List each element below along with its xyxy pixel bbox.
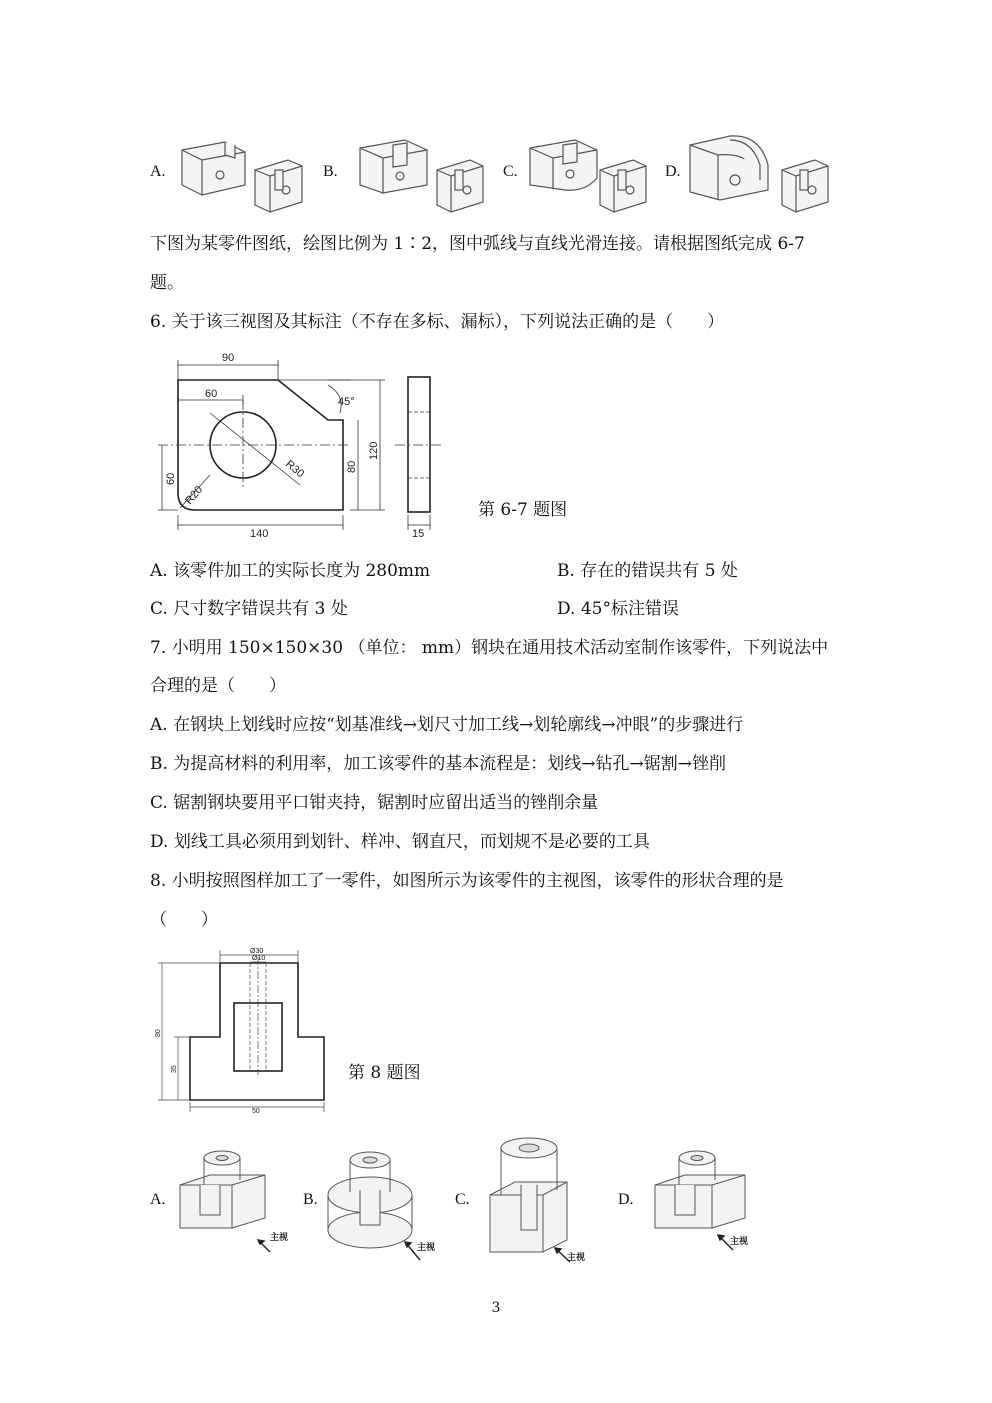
dim-60-top: 60 [205, 388, 218, 400]
q8-dim-50: 50 [252, 1108, 260, 1115]
dim-90: 90 [222, 352, 235, 364]
q7-stem-line-2: 合理的是（ ） [150, 676, 286, 696]
q8-illustration-c [490, 1138, 567, 1252]
q7-option-b: B. 为提高材料的利用率，加工该零件的基本流程是：划线→钻孔→锯割→锉削 [150, 754, 727, 774]
view-label-c: 主视 [567, 1252, 586, 1262]
dim-80: 80 [346, 460, 358, 473]
dim-r30: R30 [283, 458, 307, 481]
q8-option-a-label: A. [150, 1191, 166, 1208]
q5-option-d-label: D. [665, 163, 681, 180]
q8-dim-d30: Ø30 [250, 948, 264, 955]
q8-front-view-drawing [150, 945, 335, 1115]
q8-outline [190, 963, 324, 1100]
q8-option-b-label: B. [303, 1191, 318, 1208]
q5-option-illustrations [170, 130, 850, 225]
q8-dim-35: 35 [171, 1065, 178, 1073]
view-label-d: 主视 [730, 1236, 749, 1246]
q7-option-a: A. 在钢块上划线时应按“划基准线→划尺寸加工线→划轮廓线→冲眼”的步骤进行 [150, 715, 744, 735]
q7-stem-line-1: 7. 小明用 150×150×30 （单位： mm）钢块在通用技术活动室制作该零件，下列说法中 [150, 638, 829, 658]
q8-illustration-b [328, 1152, 412, 1248]
q7-option-d: D. 划线工具必须用到划针、样冲、钢直尺，而划规不是必要的工具 [150, 832, 650, 852]
intro-line-2: 题。 [150, 273, 184, 293]
q8-option-c-label: C. [455, 1191, 470, 1208]
q8-option-d-label: D. [618, 1191, 634, 1208]
q5-illustration-b [360, 140, 483, 212]
q8-illustration-a [180, 1151, 265, 1228]
q8-dim-d10: Ø10 [252, 955, 266, 962]
q8-dim-80: 80 [155, 1029, 162, 1037]
dim-60-left: 60 [165, 472, 177, 485]
dim-45deg: 45° [338, 396, 355, 408]
q6-figure-caption: 第 6-7 题图 [478, 500, 568, 520]
q6-stem: 6. 关于该三视图及其标注（不存在多标、漏标），下列说法正确的是（ ） [150, 312, 725, 332]
q6-option-a: A. 该零件加工的实际长度为 280mm [150, 561, 431, 581]
q5-illustration-c [530, 140, 646, 212]
q8-stem-line-2: （ ） [150, 910, 218, 930]
q5-illustration-a [182, 142, 302, 212]
view-label-a: 主视 [270, 1232, 289, 1242]
q5-option-a-label: A. [150, 163, 166, 180]
q8-illustration-d [655, 1151, 745, 1228]
q6-option-d: D. 45°标注错误 [557, 599, 679, 619]
view-label-b: 主视 [417, 1242, 436, 1252]
q5-option-c-label: C. [503, 163, 518, 180]
q8-stem-line-1: 8. 小明按照图样加工了一零件，如图所示为该零件的主视图，该零件的形状合理的是 [150, 871, 784, 891]
q8-option-illustrations [170, 1130, 770, 1280]
q6-three-view-drawing [150, 345, 450, 540]
q8-figure-caption: 第 8 题图 [348, 1063, 421, 1083]
q6-option-b: B. 存在的错误共有 5 处 [557, 561, 738, 581]
intro-line-1: 下图为某零件图纸，绘图比例为 1∶2，图中弧线与直线光滑连接。请根据图纸完成 6-7 [150, 234, 805, 254]
page-number: 3 [491, 1300, 501, 1316]
dim-140: 140 [250, 528, 269, 540]
q5-option-b-label: B. [323, 163, 338, 180]
side-view-outline [408, 377, 430, 512]
q5-illustration-d [690, 136, 828, 212]
dim-r20: R20 [183, 483, 206, 507]
dim-15: 15 [412, 528, 425, 540]
dim-120: 120 [368, 441, 380, 460]
q6-option-c: C. 尺寸数字错误共有 3 处 [150, 599, 348, 619]
q7-option-c: C. 锯割钢块要用平口钳夹持，锯割时应留出适当的锉削余量 [150, 793, 599, 813]
